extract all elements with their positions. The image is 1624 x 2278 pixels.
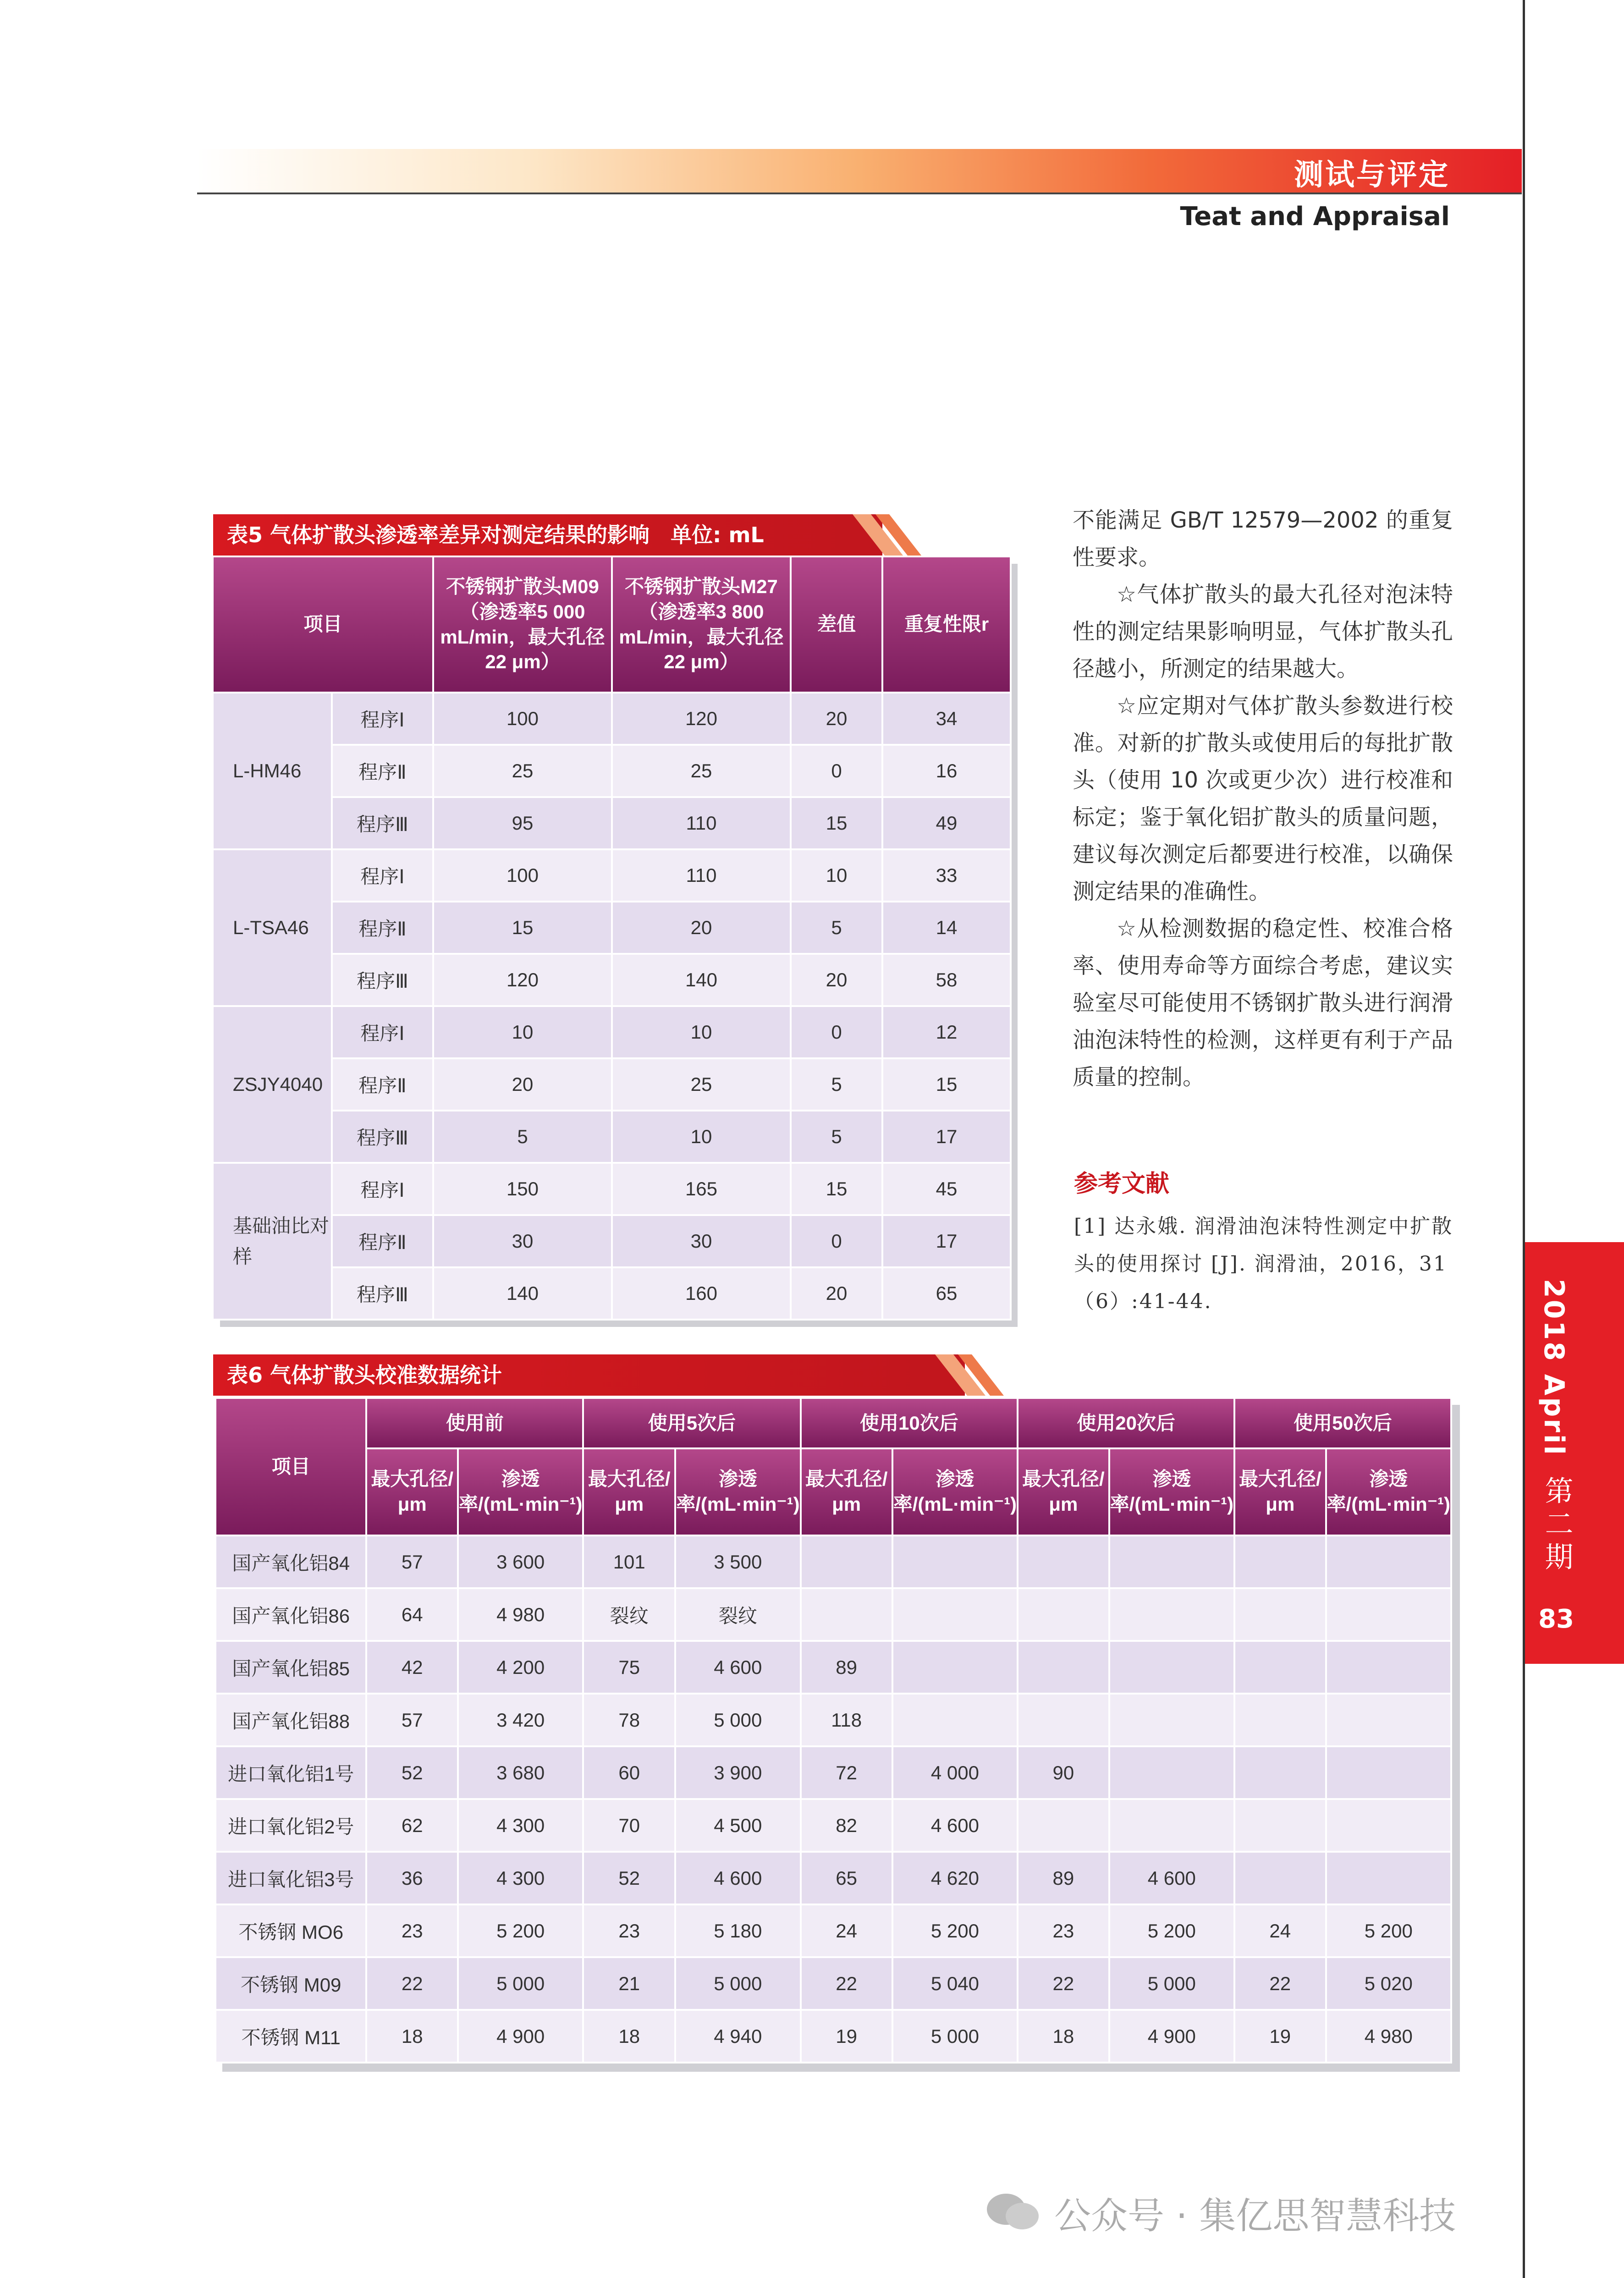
t5-row [213,1006,1011,1058]
t6-cell: 57 [366,1535,457,1588]
t6-cell [892,1641,1018,1694]
t5-cell: 30 [433,1215,612,1267]
t6-cell: 5 000 [1109,1957,1234,2010]
t5-cell: 25 [433,745,612,797]
t5-procedure: 程序Ⅲ [332,1267,433,1320]
t6-period-0: 使用前 [366,1398,583,1448]
t5-cell: 15 [791,1163,882,1215]
page-number: 83 [1538,1604,1574,1634]
t6-header-item: 项目 [215,1398,366,1535]
t5-cell: 15 [882,1058,1011,1111]
t6-cell: 4 980 [1326,2010,1451,2063]
t5-header-repeat: 重复性限r [882,556,1011,693]
t6-row [215,1746,1451,1799]
t6-row-label: 国产氧化铝88 [215,1694,366,1746]
t6-cell: 60 [583,1746,675,1799]
t5-cell: 10 [612,1006,791,1058]
t5-cell: 5 [433,1111,612,1163]
t6-row-label: 不锈钢 M09 [215,1957,366,2010]
table6-caption [213,1354,965,1396]
body-paragraph-1: ☆气体扩散头的最大孔径对泡沫特性的测定结果影响明显，气体扩散头孔径越小，所测定的结果越大。 [1073,582,1453,682]
t6-cell: 82 [801,1799,892,1852]
t6-cell: 23 [366,1904,457,1957]
t6-cell: 4 300 [458,1852,583,1904]
t5-cell: 65 [882,1267,1011,1320]
section-title-cn: 测试与评定 [1294,158,1450,192]
t5-cell: 15 [433,902,612,954]
t6-cell [1326,1641,1451,1694]
t6-cell [1018,1799,1109,1852]
t6-cell: 4 600 [892,1799,1018,1852]
t5-cell: 45 [882,1163,1011,1215]
t6-subheader-permeability: 渗透率/(mL·min⁻¹) [675,1448,800,1535]
t6-cell: 5 200 [458,1904,583,1957]
t6-row [215,1535,1451,1588]
t5-row [213,693,1011,745]
t6-cell: 5 000 [458,1957,583,2010]
t5-cell: 14 [882,902,1011,954]
t6-period-1: 使用5次后 [583,1398,800,1448]
t6-cell [1326,1852,1451,1904]
side-tab-issue: 第二期 [1540,1476,1574,1575]
t5-cell: 20 [791,693,882,745]
t5-cell: 95 [433,797,612,849]
watermark: 公众号 · 集亿思智慧科技 [1054,2195,1456,2237]
t5-cell: 110 [612,797,791,849]
t6-cell [1109,1746,1234,1799]
t6-cell: 75 [583,1641,675,1694]
t6-cell [1109,1588,1234,1641]
t6-cell: 5 000 [892,2010,1018,2063]
t5-cell: 12 [882,1006,1011,1058]
t5-cell: 160 [612,1267,791,1320]
t6-cell [1326,1799,1451,1852]
t5-procedure: 程序Ⅰ [332,1006,433,1058]
t6-cell: 裂纹 [675,1588,800,1641]
t6-cell: 5 200 [892,1904,1018,1957]
t5-cell: 5 [791,1111,882,1163]
t6-row [215,2010,1451,2063]
t6-cell: 101 [583,1535,675,1588]
t6-period-2: 使用10次后 [801,1398,1018,1448]
t6-cell: 78 [583,1694,675,1746]
t6-period-4: 使用50次后 [1234,1398,1451,1448]
t6-cell: 4 940 [675,2010,800,2063]
t6-cell: 24 [1234,1904,1326,1957]
t6-cell: 4 600 [675,1641,800,1694]
t5-header-m09: 不锈钢扩散头M09（渗透率5 000 mL/min，最大孔径22 μm） [433,556,612,693]
t6-row [215,1799,1451,1852]
t5-procedure: 程序Ⅰ [332,1163,433,1215]
t6-cell [892,1694,1018,1746]
t6-subheader-permeability: 渗透率/(mL·min⁻¹) [1326,1448,1451,1535]
side-tab-year: 2018 April [1538,1279,1570,1457]
reference-1: [1] 达永娥. 润滑油泡沫特性测定中扩散头的使用探讨 [J]. 润滑油，2016，31（6）:41-44. [1074,1215,1453,1313]
t6-cell [1326,1694,1451,1746]
t6-cell [1234,1588,1326,1641]
t6-row-label: 进口氧化铝3号 [215,1852,366,1904]
t6-cell: 裂纹 [583,1588,675,1641]
t6-row [215,1641,1451,1694]
table6 [215,1397,1452,2063]
wechat-icon [985,2191,1040,2232]
t6-cell: 5 040 [892,1957,1018,2010]
t6-cell [1109,1694,1234,1746]
table5-caption-chevron [853,514,953,556]
t6-cell: 5 000 [675,1957,800,2010]
t5-cell: 17 [882,1215,1011,1267]
t6-cell: 36 [366,1852,457,1904]
table5-title: 表5 气体扩散头渗透率差异对测定结果的影响 [227,523,650,547]
t6-cell: 4 900 [458,2010,583,2063]
t5-row [213,849,1011,902]
t6-cell [1109,1535,1234,1588]
t6-cell: 118 [801,1694,892,1746]
section-title-en: Teat and Appraisal [1180,202,1450,231]
t6-cell: 22 [801,1957,892,2010]
t5-cell: 10 [791,849,882,902]
t6-cell: 5 180 [675,1904,800,1957]
t6-cell: 42 [366,1641,457,1694]
t5-procedure: 程序Ⅱ [332,1215,433,1267]
t5-cell: 100 [433,693,612,745]
t5-procedure: 程序Ⅰ [332,693,433,745]
t6-cell [801,1535,892,1588]
t6-cell: 18 [366,2010,457,2063]
t6-cell [1018,1535,1109,1588]
t5-cell: 17 [882,1111,1011,1163]
t5-cell: 25 [612,1058,791,1111]
t6-cell [1018,1641,1109,1694]
t6-cell: 90 [1018,1746,1109,1799]
t6-cell: 3 600 [458,1535,583,1588]
t5-procedure: 程序Ⅰ [332,849,433,902]
t6-row [215,1852,1451,1904]
t6-cell [1109,1641,1234,1694]
t6-cell: 18 [1018,2010,1109,2063]
t6-cell: 22 [1018,1957,1109,2010]
table6-title: 表6 气体扩散头校准数据统计 [227,1363,502,1387]
t6-cell: 3 500 [675,1535,800,1588]
t5-procedure: 程序Ⅱ [332,745,433,797]
t6-cell: 19 [1234,2010,1326,2063]
t6-cell: 4 200 [458,1641,583,1694]
t6-cell: 62 [366,1799,457,1852]
t5-group-name: L-TSA46 [213,849,332,1006]
t5-procedure: 程序Ⅱ [332,1058,433,1111]
t6-cell: 70 [583,1799,675,1852]
t5-row [213,902,1011,954]
t6-cell [1018,1694,1109,1746]
t5-group-name: 基础油比对样 [213,1163,332,1320]
t6-cell [1109,1799,1234,1852]
t6-subheader-pore: 最大孔径/μm [366,1448,457,1535]
t5-cell: 16 [882,745,1011,797]
t6-cell [801,1588,892,1641]
t6-row [215,1588,1451,1641]
t5-header-m27: 不锈钢扩散头M27（渗透率3 800 mL/min，最大孔径22 μm） [612,556,791,693]
t6-cell: 23 [583,1904,675,1957]
t5-cell: 25 [612,745,791,797]
t5-cell: 10 [612,1111,791,1163]
t5-row [213,745,1011,797]
t5-cell: 100 [433,849,612,902]
t5-cell: 20 [433,1058,612,1111]
t6-row-label: 不锈钢 M11 [215,2010,366,2063]
t5-cell: 34 [882,693,1011,745]
t5-cell: 5 [791,902,882,954]
t5-cell: 165 [612,1163,791,1215]
t6-cell: 89 [1018,1852,1109,1904]
table5 [212,556,1012,1321]
t5-row [213,1111,1011,1163]
t6-cell: 21 [583,1957,675,2010]
t6-cell: 4 620 [892,1852,1018,1904]
t6-cell: 23 [1018,1904,1109,1957]
t6-cell: 4 000 [892,1746,1018,1799]
t6-cell: 5 000 [675,1694,800,1746]
t5-cell: 20 [791,954,882,1006]
t5-cell: 20 [791,1267,882,1320]
t6-cell [1234,1799,1326,1852]
body-text [1073,502,1453,1096]
t6-subheader-pore: 最大孔径/μm [1018,1448,1109,1535]
t5-cell: 10 [433,1006,612,1058]
t5-cell: 0 [791,745,882,797]
t6-row-label: 不锈钢 MO6 [215,1904,366,1957]
t6-cell [892,1535,1018,1588]
t5-group-name: L-HM46 [213,693,332,849]
t6-cell [1234,1694,1326,1746]
t5-cell: 15 [791,797,882,849]
t5-row [213,1215,1011,1267]
t5-row [213,954,1011,1006]
t5-cell: 49 [882,797,1011,849]
t6-cell: 4 980 [458,1588,583,1641]
t6-cell: 52 [583,1852,675,1904]
t5-procedure: 程序Ⅲ [332,1111,433,1163]
t6-row [215,1904,1451,1957]
t5-cell: 0 [791,1006,882,1058]
t5-cell: 0 [791,1215,882,1267]
t6-cell [892,1588,1018,1641]
t6-row [215,1957,1451,2010]
t6-row-label: 进口氧化铝2号 [215,1799,366,1852]
t6-cell: 3 420 [458,1694,583,1746]
t6-subheader-pore: 最大孔径/μm [583,1448,675,1535]
t6-cell: 5 020 [1326,1957,1451,2010]
page-edge-line [1523,0,1525,2278]
body-paragraph-0: 不能满足 GB/T 12579—2002 的重复性要求。 [1073,507,1453,570]
t5-cell: 58 [882,954,1011,1006]
t5-cell: 140 [612,954,791,1006]
t5-header-diff: 差值 [791,556,882,693]
t5-row [213,797,1011,849]
t6-cell: 4 900 [1109,2010,1234,2063]
t6-cell: 18 [583,2010,675,2063]
t6-cell: 3 900 [675,1746,800,1799]
t6-cell [1234,1852,1326,1904]
body-paragraph-3: ☆从检测数据的稳定性、校准合格率、使用寿命等方面综合考虑，建议实验室尽可能使用不锈钢扩散头进行润滑油泡沫特性的检测，这样更有利于产品质量的控制。 [1073,916,1453,1090]
t6-row-label: 国产氧化铝84 [215,1535,366,1588]
t6-subheader-permeability: 渗透率/(mL·min⁻¹) [1109,1448,1234,1535]
t6-cell [1326,1535,1451,1588]
t6-cell: 72 [801,1746,892,1799]
t6-row [215,1694,1451,1746]
t5-row [213,1267,1011,1320]
t6-cell: 52 [366,1746,457,1799]
t6-cell: 64 [366,1588,457,1641]
t6-row-label: 国产氧化铝85 [215,1641,366,1694]
t5-procedure: 程序Ⅲ [332,954,433,1006]
t5-header-item: 项目 [213,556,433,693]
t6-cell [1234,1746,1326,1799]
t6-cell: 24 [801,1904,892,1957]
t6-cell: 89 [801,1641,892,1694]
table5-caption [213,514,882,556]
t5-cell: 30 [612,1215,791,1267]
t6-cell: 5 200 [1326,1904,1451,1957]
t5-cell: 120 [612,693,791,745]
t6-cell [1234,1535,1326,1588]
t6-cell: 65 [801,1852,892,1904]
t6-cell: 22 [366,1957,457,2010]
t6-cell: 4 500 [675,1799,800,1852]
t6-row-label: 国产氧化铝86 [215,1588,366,1641]
t6-cell [1326,1746,1451,1799]
t6-row-label: 进口氧化铝1号 [215,1746,366,1799]
t6-cell: 22 [1234,1957,1326,2010]
t6-cell [1326,1588,1451,1641]
table6-caption-chevron [935,1354,1036,1396]
t6-cell: 4 600 [1109,1852,1234,1904]
t6-cell: 19 [801,2010,892,2063]
t6-cell: 4 600 [675,1852,800,1904]
t5-cell: 150 [433,1163,612,1215]
t6-cell: 5 200 [1109,1904,1234,1957]
t6-subheader-pore: 最大孔径/μm [801,1448,892,1535]
t6-cell: 3 680 [458,1746,583,1799]
t5-row [213,1163,1011,1215]
t5-group-name: ZSJY4040 [213,1006,332,1163]
t5-cell: 33 [882,849,1011,902]
t6-subheader-pore: 最大孔径/μm [1234,1448,1326,1535]
t6-cell: 4 300 [458,1799,583,1852]
t6-subheader-permeability: 渗透率/(mL·min⁻¹) [458,1448,583,1535]
t5-cell: 140 [433,1267,612,1320]
references-title: 参考文献 [1074,1170,1170,1198]
t6-cell [1018,1588,1109,1641]
table5-unit: 单位: mL [671,523,764,547]
t5-cell: 110 [612,849,791,902]
t6-subheader-permeability: 渗透率/(mL·min⁻¹) [892,1448,1018,1535]
t5-cell: 20 [612,902,791,954]
t5-procedure: 程序Ⅱ [332,902,433,954]
body-paragraph-2: ☆应定期对气体扩散头参数进行校准。对新的扩散头或使用后的每批扩散头（使用 10 次或更少次）进行校准和标定；鉴于氧化铝扩散头的质量问题，建议每次测定后都要进行校准，以确保测定结果的准确性。 [1073,693,1453,904]
t5-cell: 5 [791,1058,882,1111]
t6-cell: 57 [366,1694,457,1746]
t5-cell: 120 [433,954,612,1006]
t6-period-3: 使用20次后 [1018,1398,1234,1448]
t6-cell [1234,1641,1326,1694]
t5-procedure: 程序Ⅲ [332,797,433,849]
t5-row [213,1058,1011,1111]
